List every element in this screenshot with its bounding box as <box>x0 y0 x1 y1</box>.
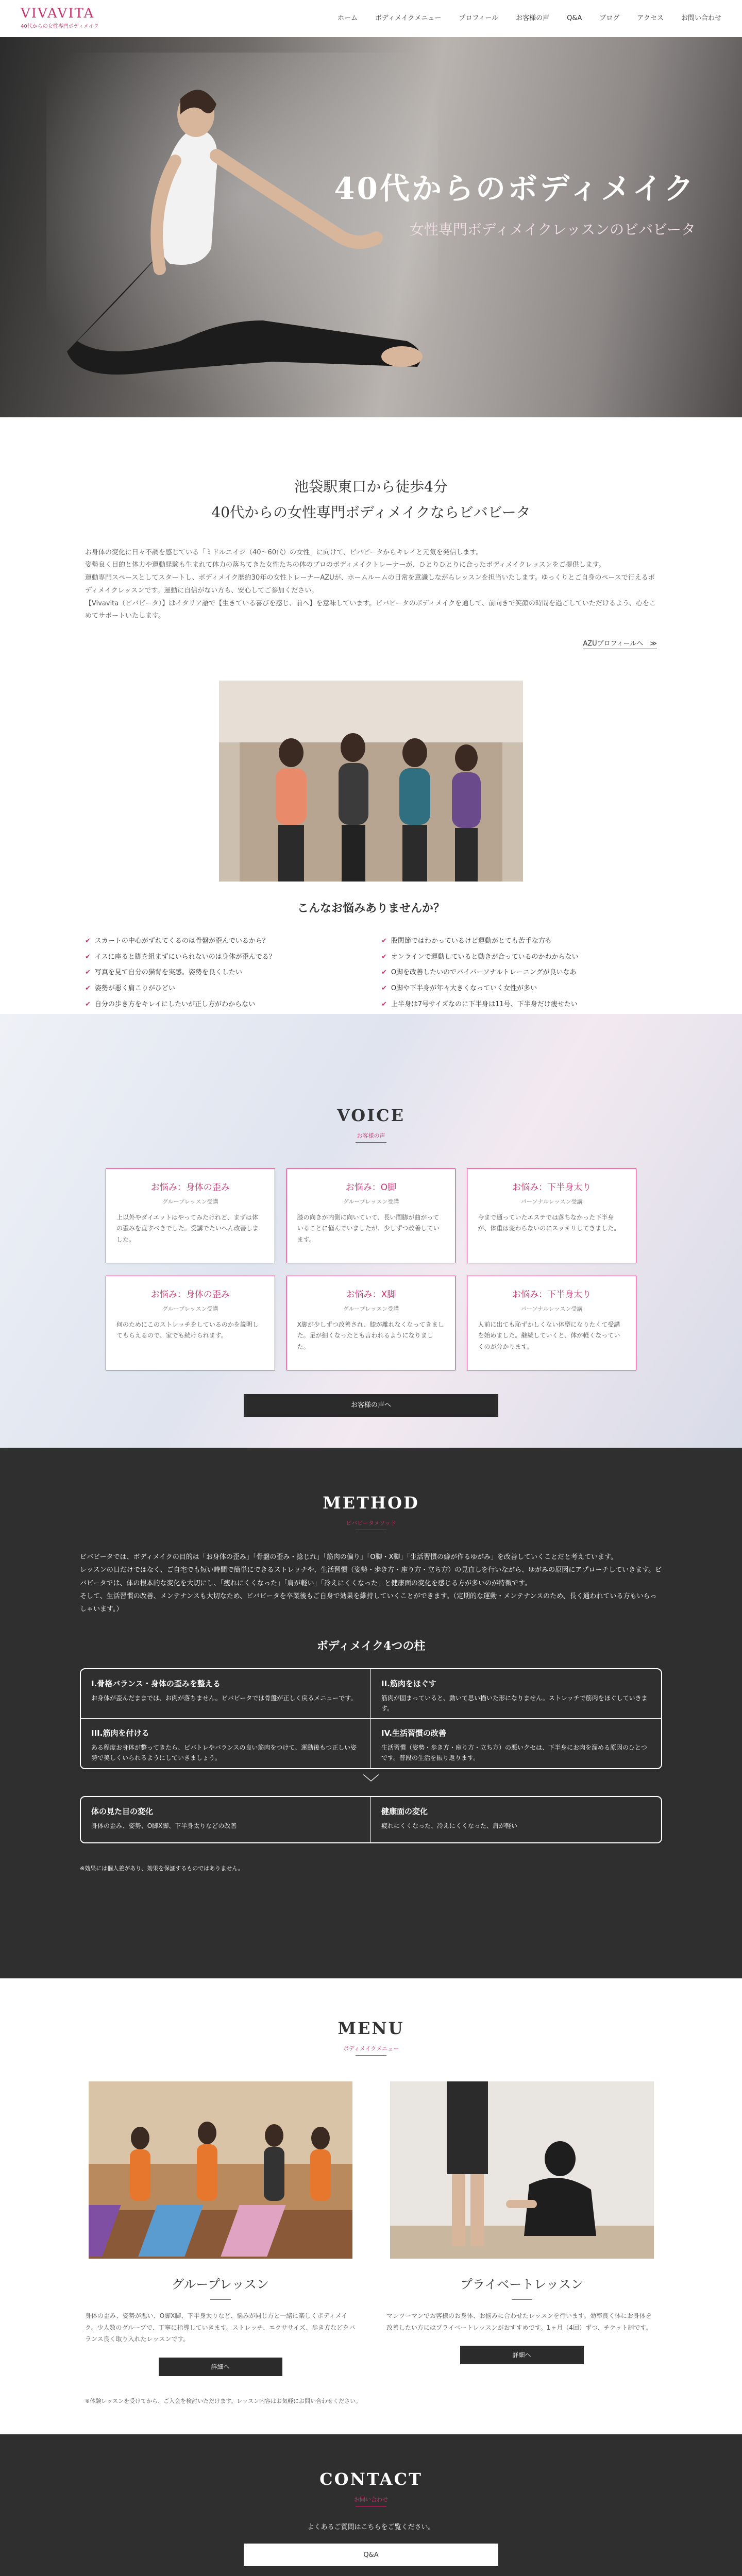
voice-card-title: お悩み：X脚 <box>346 1290 396 1300</box>
voice-card-text: 今まで通っていたエステでは落ちなかった下半身が、体重は変わらないのにスッキリしてきました。 <box>478 1213 620 1232</box>
contact-title: CONTACT <box>319 2469 423 2489</box>
list-item: ✔ 自分の歩き方をキレイにしたいが正し方がわからない <box>85 1000 256 1008</box>
worry-list-right <box>381 934 657 1012</box>
menu-note: ※体験レッスンを受けてから、ご入会を検討いただけます。レッスン内容はお気軽にお問い合わせください。 <box>85 2398 362 2405</box>
intro-body <box>85 547 657 623</box>
check-icon: ✔ <box>381 969 387 977</box>
list-item: ✔ 上半身は7号サイズなのに下半身は11号、下半身だけ痩せたい <box>381 1000 578 1008</box>
intro-photo <box>219 681 523 882</box>
method-section <box>0 1448 742 1978</box>
change-title: 健康面の変化 <box>381 1807 428 1817</box>
intro-section <box>0 417 742 1014</box>
list-item: ✔ 写真を見て自分の猫背を実感。姿勢を良くしたい <box>85 969 242 977</box>
list-item: ✔ O脚や下半身が年々大きくなっていく女性が多い <box>381 985 537 993</box>
voice-section <box>0 1014 742 1448</box>
nav-access[interactable]: アクセス <box>637 14 664 22</box>
intro-heading <box>0 474 742 526</box>
logo-text: VIVAVITA <box>21 5 95 21</box>
intro-heading-line2: 40代からの女性専門ボディメイクならビバビータ <box>211 504 531 521</box>
list-item: ✔ 姿勢が悪く肩こりがひどい <box>85 985 175 993</box>
nav-profile[interactable]: プロフィール <box>459 14 499 22</box>
check-icon: ✔ <box>85 937 91 945</box>
voice-card-meta: パーソナルレッスン受講 <box>520 1305 583 1312</box>
voice-card-meta: パーソナルレッスン受講 <box>520 1198 583 1205</box>
change-text: 疲れにくくなった、冷えにくくなった、肩が軽い <box>381 1822 518 1829</box>
voice-card-text: 何のためにこのストレッチをしているのかを説明してもらえるので、家でも続けられます。 <box>116 1320 259 1340</box>
voice-card-text: X脚が少しずつ改善され、膝が離れなくなってきました。足が細くなったとも言われるようになりました。 <box>297 1320 444 1350</box>
voice-card-title: お悩み：下半身太り <box>512 1290 592 1300</box>
check-icon: ✔ <box>85 985 91 993</box>
check-icon: ✔ <box>381 1000 387 1008</box>
menu-grid <box>85 2081 657 2376</box>
contact-section <box>0 2434 742 2576</box>
profile-link[interactable]: AZUプロフィールへ ≫ <box>583 640 657 649</box>
chevron-down-icon: ﹀ <box>362 1773 379 1793</box>
method-paragraph: そして、生活習慣の改善、メンテナンスも大切なため、ビバビータを卒業後もご自身で効果を維持していくことができます。（定期的な運動・メンテナンスのため、長く通われている方もいらっしゃいます。） <box>80 1592 657 1614</box>
global-nav <box>338 13 721 24</box>
pillars-grid <box>80 1668 662 1769</box>
pillar-item <box>371 1669 661 1719</box>
method-paragraph: ビバビータでは、ボディメイクの目的は「お身体の歪み」「骨盤の歪み・捻じれ」「筋肉の偏り」「O脚・X脚」「生活習慣の癖が作るゆがみ」を改善していくことだと考えています。 <box>80 1553 618 1562</box>
voice-card-meta: グループレッスン受講 <box>343 1198 399 1205</box>
group-lesson-photo <box>89 2081 352 2259</box>
divider <box>356 1142 386 1143</box>
voice-card <box>286 1276 456 1370</box>
pillar-title: III.筋肉を付ける <box>91 1728 149 1738</box>
method-subtitle: ビバビータメソッド <box>346 1520 396 1527</box>
worry-list <box>85 934 657 1012</box>
divider <box>210 2299 231 2300</box>
site-logo[interactable] <box>21 7 99 31</box>
check-icon: ✔ <box>381 985 387 993</box>
change-title: 体の見た目の変化 <box>91 1807 154 1817</box>
menu-item-title: グループレッスン <box>172 2277 269 2292</box>
voice-title: VOICE <box>337 1106 405 1125</box>
voice-card-meta: グループレッスン受講 <box>343 1305 399 1312</box>
change-item <box>81 1797 371 1842</box>
menu-section <box>0 1978 742 2434</box>
check-icon: ✔ <box>85 1000 91 1008</box>
pillar-text: ある程度お身体が整ってきたら、ピバトレやバランスの良い筋肉をつけて、運動後もつ正しい姿勢で美しくいられるようにしていきましょう。 <box>91 1743 357 1762</box>
pillar-item <box>81 1719 371 1768</box>
qa-button[interactable]: Q&A <box>244 2544 498 2566</box>
divider <box>356 2055 386 2056</box>
voice-card-meta: グループレッスン受講 <box>162 1198 218 1205</box>
hero-subtitle: 女性専門ボディメイクレッスンのビバビータ <box>409 221 696 238</box>
site-header <box>0 0 742 37</box>
change-text: 身体の歪み、姿勢、O脚X脚、下半身太りなどの改善 <box>91 1822 237 1829</box>
voice-card <box>467 1168 636 1263</box>
menu-subtitle: ボディメイクメニュー <box>343 2045 399 2053</box>
menu-item-group <box>85 2081 356 2376</box>
change-item <box>371 1797 661 1842</box>
voice-card <box>106 1168 275 1263</box>
changes-grid <box>80 1796 662 1843</box>
intro-paragraph: 姿勢良く目的と体力や運動経験も生まれて体力の落ちてきた女性たちの体のプロのボディメイクトレーナーが、ひとりひとりに合ったボディメイクレッスンをご提供します。 <box>85 561 605 569</box>
pillar-text: お身体が歪んだままでは、お肉が落ちません。ビバビータでは骨盤が正しく戻るメニューです。 <box>91 1694 357 1702</box>
nav-blog[interactable]: ブログ <box>599 14 620 22</box>
voice-card <box>106 1276 275 1370</box>
contact-subtitle: お問い合わせ <box>354 2496 388 2503</box>
nav-voice[interactable]: お客様の声 <box>516 14 550 22</box>
nav-contact[interactable]: お問い合わせ <box>681 14 721 22</box>
method-paragraph: レッスンの日だけではなく、ご自宅でも短い時間で簡単にできるストレッチや、生活習慣（姿勢・歩き方・座り方・立ち方）の見直しを行いながら、ゆがみの原因にアプローチしていきます。ビバビータでは、体の根本的な変化を大切にし、「痩れにくくなった」「肩が軽い」「冷えにくくなった」と健康面の変化を感じる方が多いのが特徴です。 <box>80 1566 662 1587</box>
voice-cards <box>106 1168 636 1370</box>
check-icon: ✔ <box>85 969 91 977</box>
profile-link-wrap <box>85 638 657 650</box>
method-title: METHOD <box>323 1493 419 1513</box>
voice-card-text: 膝の向きが内側に向いていて、長い間脚が曲がっていることに悩んでいましたが、少しずつ改善しています。 <box>297 1213 440 1243</box>
intro-paragraph: お身体の変化に日々不調を感じている「ミドルエイジ（40〜60代）の女性」に向けて、ビバビータからキレイと元気を発信します。 <box>85 548 483 556</box>
check-icon: ✔ <box>381 937 387 945</box>
voice-card-title: お悩み：下半身太り <box>512 1182 592 1193</box>
voice-card-title: お悩み：身体の歪み <box>150 1182 230 1193</box>
list-item: ✔ 股関節ではわかっているけど運動がとても苦手な方も <box>381 937 552 945</box>
intro-heading-line1: 池袋駅東口から徒歩4分 <box>294 478 448 495</box>
pillar-title: I.骨格バランス・身体の歪みを整える <box>91 1679 221 1689</box>
check-icon: ✔ <box>85 953 91 961</box>
method-note: ※効果には個人差があり、効果を保証するものではありません。 <box>80 1865 244 1872</box>
voice-button[interactable]: お客様の声へ <box>244 1394 498 1417</box>
pillar-title: II.筋肉をほぐす <box>381 1679 436 1689</box>
hero-title: 40代からのボディメイク <box>334 171 696 206</box>
list-item: ✔ スカートの中心がずれてくるのは骨盤が歪んでいるから？ <box>85 937 269 945</box>
pillar-title: IV.生活習慣の改善 <box>381 1728 446 1738</box>
nav-home[interactable]: ホーム <box>338 14 358 22</box>
voice-card-title: お悩み：身体の歪み <box>150 1290 230 1300</box>
nav-menu[interactable]: ボディメイクメニュー <box>375 14 442 22</box>
logo-tagline: 40代からの女性専門ボディメイク <box>21 23 99 29</box>
nav-qa[interactable]: Q&A <box>567 14 582 22</box>
voice-card-text: 上以外やダイエットはやってみたけれど、まずは体の歪みを直すべきでした。受講でたいへん改善しました。 <box>116 1213 259 1243</box>
voice-subtitle: お客様の声 <box>357 1132 385 1140</box>
intro-paragraph: 運動専門スペースとしてスタートし、ボディメイク歴約30年の女性トレーナーAZUが、ホームルームの日常を意識しながらレッスンを担当いたします。ゆっくりとご自身のペースで行えるボディメイクレッスンです。運動に自信がない方も、安心してご参加ください。 <box>85 574 655 595</box>
pillar-text: 生活習慣（姿勢・歩き方・座り方・立ち方）の悪いクセは、下半身にお肉を溜める原因のひとつです。普段の生活を振り返ります。 <box>381 1743 647 1762</box>
voice-card <box>286 1168 456 1263</box>
hero-copy <box>334 171 696 242</box>
worry-list-left <box>85 934 361 1012</box>
menu-title: MENU <box>338 2019 404 2038</box>
list-item: ✔ オンラインで運動していると動きが合っているのかわからない <box>381 953 579 961</box>
private-lesson-detail-button[interactable]: 詳細へ <box>460 2346 584 2364</box>
menu-item-text: マンツーマンでお客様のお身体、お悩みに合わせたレッスンを行います。効率良く体にお身体を改善したい方にはプライベートレッスンがおすすめです。1ヶ月（4回）ずつ、チケット制です。 <box>386 2312 652 2331</box>
worry-title: こんなお悩みありませんか？ <box>297 902 445 915</box>
group-lesson-detail-button[interactable]: 詳細へ <box>159 2358 282 2376</box>
check-icon: ✔ <box>381 953 387 961</box>
voice-card <box>467 1276 636 1370</box>
pillar-text: 筋肉が固まっていると、動いて思い描いた形になりません。ストレッチで筋肉をほぐしていきます。 <box>381 1694 648 1713</box>
menu-item-private <box>386 2081 657 2376</box>
private-lesson-photo <box>390 2081 654 2259</box>
menu-item-text: 身体の歪み、姿勢が悪い、O脚X脚、下半身太りなど、悩みが同じ方と一緒に楽しくボディメイク。少人数のグループで、丁寧に指導していきます。ストレッチ、エクササイズ、歩き方などをバランス良く取り入れたレッスンです。 <box>85 2312 356 2343</box>
method-body <box>80 1551 662 1616</box>
hero-section <box>0 37 742 417</box>
intro-paragraph: 【Vivavita（ビバビータ）】はイタリア語で【生きている喜びを感じ、前へ】を意味しています。ビバビータのボディメイクを通して、前向きで笑顔の時間を過ごしていただけるよう、心をこめてサポートいたします。 <box>85 599 656 620</box>
pillars-title: ボディメイク4つの柱 <box>316 1639 426 1653</box>
contact-lead-qa: よくあるご質問はこちらをご覧ください。 <box>307 2523 435 2532</box>
pillar-item <box>371 1719 661 1768</box>
menu-item-title: プライベートレッスン <box>460 2277 584 2292</box>
divider <box>512 2299 532 2300</box>
list-item: ✔ O脚を改善したいのでバイパーソナルトレーニングが良いなあ <box>381 969 577 977</box>
voice-card-text: 人前に出ても恥ずかしくない体型になりたくて受講を始めました。継続していくと、体が軽くなっていくのが分かります。 <box>478 1320 620 1350</box>
voice-card-meta: グループレッスン受講 <box>162 1305 218 1312</box>
voice-card-title: お悩み：O脚 <box>345 1182 397 1193</box>
list-item: ✔ イスに座ると脚を組まずにいられないのは身体が歪んでる？ <box>85 953 276 961</box>
pillar-item <box>81 1669 371 1719</box>
